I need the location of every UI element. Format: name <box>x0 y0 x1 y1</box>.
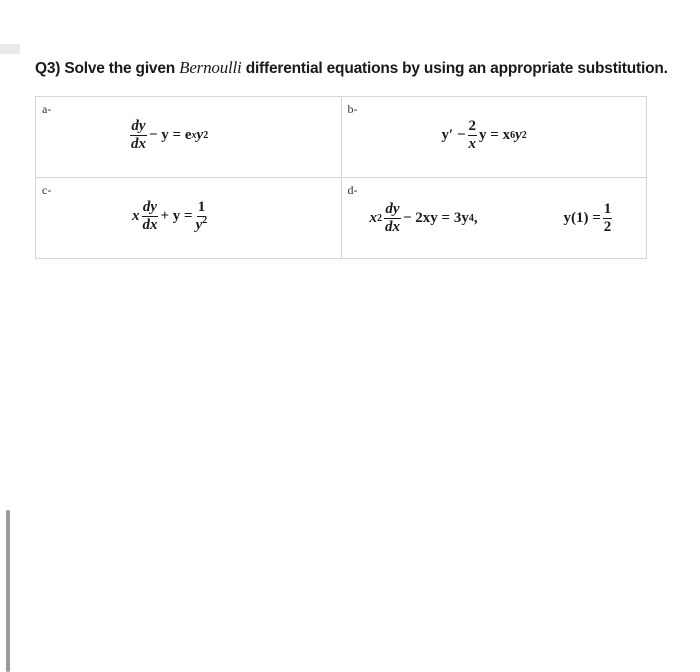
cell-c <box>36 178 342 259</box>
fraction-numerator: dy <box>385 201 400 217</box>
cell-d-label: d- <box>347 183 358 197</box>
variable: x <box>132 208 140 224</box>
fraction-denominator: 2 <box>603 219 612 235</box>
equation-b-text: y = x <box>479 127 511 143</box>
fraction <box>142 200 159 233</box>
equation-c-text: + y = <box>160 208 193 224</box>
left-scrollbar-thumb[interactable] <box>6 510 10 672</box>
table-row <box>36 178 647 259</box>
question-prefix: Q3) Solve the given <box>35 60 176 77</box>
cell-b <box>341 97 647 178</box>
fraction-numerator: 2 <box>468 118 477 134</box>
fraction-denominator: x <box>468 136 477 152</box>
equation-d: x 2 $\frac{dy}{dx}$ − 2xy = 3y 4 , <box>369 201 478 235</box>
question-suffix: differential equations by using an appropriate substitution. <box>245 60 668 77</box>
question-emphasis: Bernoulli <box>179 58 242 77</box>
fraction <box>195 200 209 233</box>
equation-b: y′ − $\frac{2}{x}$ y = x 6 y 2 <box>441 118 527 152</box>
fraction-numerator: dy <box>142 199 158 215</box>
cell-c-label: c- <box>42 183 52 197</box>
fraction <box>603 202 613 235</box>
variable: y <box>196 127 204 143</box>
question-heading <box>35 58 675 78</box>
exponent: 2 <box>202 215 208 226</box>
left-scrollbar-top <box>0 44 20 54</box>
table-row <box>36 97 647 178</box>
fraction <box>468 119 478 152</box>
equation-c <box>132 200 210 233</box>
initial-condition <box>564 202 615 235</box>
cell-a-label: a- <box>42 102 52 116</box>
equation-d-text: − 2xy = 3y <box>403 210 469 226</box>
fraction-numerator: dy <box>131 118 146 134</box>
cell-b-label: b- <box>347 102 358 116</box>
fraction-numerator: 1 <box>197 199 206 215</box>
variable: y <box>195 217 203 233</box>
comma: , <box>473 210 478 226</box>
fraction-denominator: dx <box>142 217 158 233</box>
equation-b-lhs: y′ − <box>441 127 466 143</box>
fraction <box>384 202 401 235</box>
fraction-denominator <box>195 217 209 233</box>
equations-table <box>35 96 647 259</box>
cell-d <box>341 178 647 259</box>
fraction-numerator: 1 <box>603 201 612 217</box>
variable: x <box>369 210 377 226</box>
fraction <box>130 119 147 152</box>
fraction-denominator: dx <box>385 219 400 235</box>
variable: y <box>515 127 522 143</box>
fraction-denominator: dx <box>131 136 146 152</box>
equation-a: $\frac{dy}{dx}$ − y = e x y 2 <box>131 118 209 152</box>
initial-condition-lhs: y(1) = <box>563 210 601 226</box>
equation-a-text: − y = e <box>149 127 192 143</box>
cell-a <box>36 97 342 178</box>
